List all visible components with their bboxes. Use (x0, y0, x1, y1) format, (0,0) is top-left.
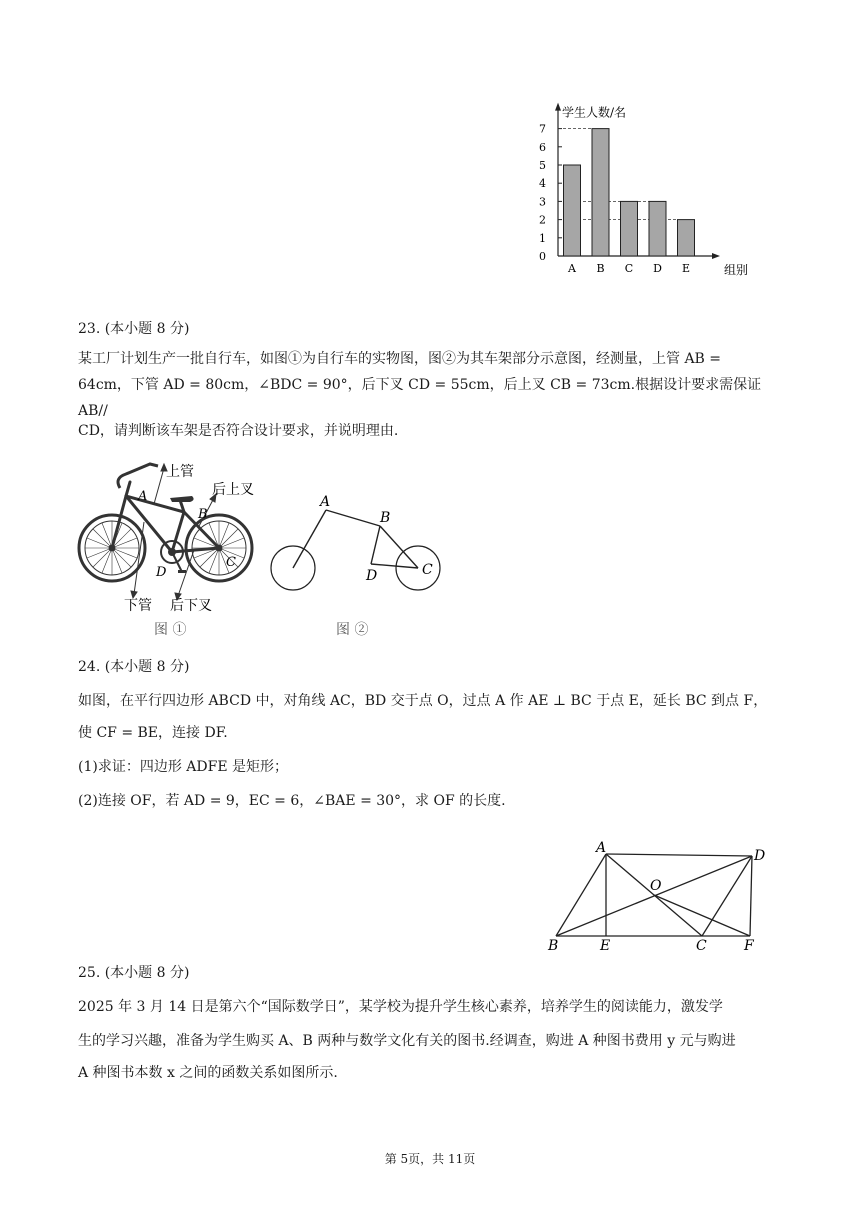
q25-text-line2: 生的学习兴趣，准备为学生购买 A、B 两种与数学文化有关的图书.经调查，购进 A 种图书费用 y 元与购进 (78, 1033, 736, 1049)
pt-O: O (650, 878, 662, 894)
pt-E: E (600, 938, 611, 954)
x-axis-arrow (712, 253, 720, 259)
fig2-caption: 图 ② (336, 622, 369, 638)
label-chain-stay: 后下叉 (170, 598, 212, 614)
y-tick-label: 2 (539, 213, 546, 227)
q23-text-line3: CD，请判断该车架是否符合设计要求，并说明理由. (78, 423, 399, 439)
fig2-label-C: C (422, 562, 433, 578)
x-category-label: D (653, 262, 662, 275)
q24-text-line1: 如图，在平行四边形 ABCD 中，对角线 AC，BD 交于点 O，过点 A 作 AE ⊥ BC 于点 E，延长 BC 到点 F， (78, 693, 768, 709)
bar-chart (520, 98, 749, 283)
bar (649, 201, 666, 256)
fig2-label-B: B (380, 510, 391, 526)
label-down-tube: 下管 (124, 598, 152, 614)
q25-text-line3: A 种图书本数 x 之间的函数关系如图所示. (78, 1065, 338, 1081)
q23-text-line1: 某工厂计划生产一批自行车，如图①为自行车的实物图，图②为其车架部分示意图，经测量，上管 AB = (78, 351, 722, 367)
bicycle-figure (74, 460, 264, 640)
q23-text-line2: 64cm，下管 AD = 80cm，∠BDC = 90°，后下叉 CD = 55cm，后上叉 CB = 73cm.根据设计要求需保证 AB// (78, 377, 762, 419)
q23-number: 23. (本小题 8 分) (78, 321, 190, 337)
pt-F: F (744, 938, 754, 954)
y-axis-arrow (555, 103, 561, 111)
fig2-label-A: A (320, 494, 331, 510)
y-tick-label: 3 (539, 195, 546, 209)
q25-number: 25. (本小题 8 分) (78, 965, 190, 981)
x-axis-title: 组别 (724, 263, 749, 277)
bar (678, 220, 695, 256)
y-tick-label: 1 (539, 231, 546, 245)
y-tick-label: 4 (539, 177, 546, 191)
label-seat-stay: 后上叉 (212, 482, 254, 498)
x-category-label: C (624, 262, 634, 275)
q24-text-line4: (2)连接 OF，若 AD = 9，EC = 6，∠BAE = 30°，求 OF 的长度. (78, 793, 506, 809)
x-category-label: B (596, 262, 605, 275)
x-category-label: E (681, 262, 691, 275)
q24-text-line2: 使 CF = BE，连接 DF. (78, 725, 228, 741)
fig1-caption: 图 ① (154, 622, 187, 638)
parallelogram-figure (540, 836, 780, 956)
pt-C: C (696, 938, 707, 954)
fig1-label-C: C (226, 555, 236, 570)
fig2-label-D: D (366, 568, 378, 584)
fig1-label-D: D (156, 565, 167, 580)
pt-D: D (754, 848, 766, 864)
q24-number: 24. (本小题 8 分) (78, 659, 190, 675)
handlebar (118, 464, 158, 488)
fig1-label-A: A (138, 489, 148, 504)
y-tick-label: 7 (539, 122, 546, 136)
fig1-label-B: B (198, 507, 208, 522)
bar (564, 165, 581, 256)
frame-diagram (268, 492, 448, 642)
pt-B: B (548, 938, 559, 954)
bar (592, 129, 609, 256)
y-tick-label: 5 (539, 159, 546, 172)
saddle (170, 496, 194, 502)
q24-text-line3: (1)求证：四边形 ADFE 是矩形； (78, 759, 288, 775)
y-axis-title: 学生人数/名 (562, 105, 627, 120)
page-number: 第 5页，共 11页 (384, 1152, 476, 1166)
y-tick-label: 6 (539, 140, 546, 154)
label-top-tube: 上管 (166, 464, 194, 480)
q25-text-line1: 2025 年 3 月 14 日是第六个“国际数学日”，某学校为提升学生核心素养，培养学生的阅读能力，激发学 (78, 999, 723, 1015)
bar (621, 201, 638, 256)
x-category-label: A (568, 262, 576, 275)
y-tick-label: 0 (539, 250, 546, 263)
pt-A: A (596, 840, 607, 856)
